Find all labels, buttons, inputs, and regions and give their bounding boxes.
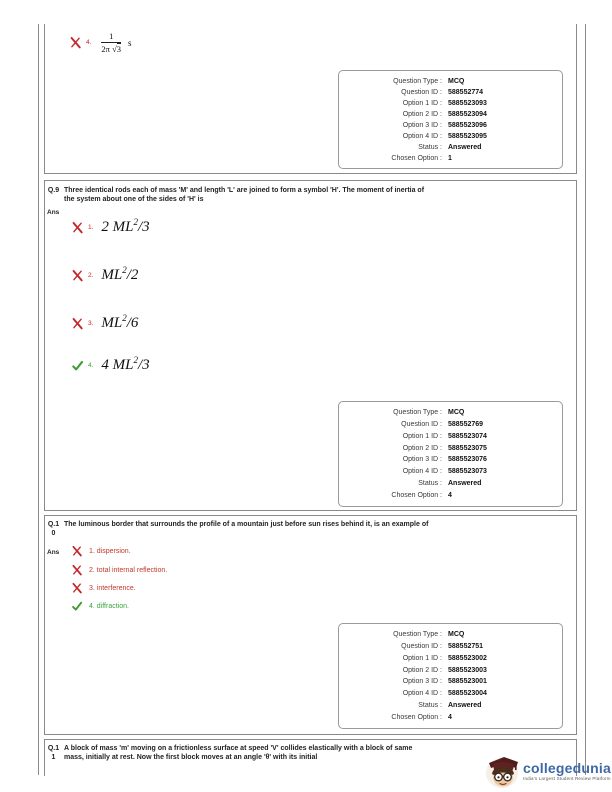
info-row	[347, 653, 554, 664]
question-number: Q.9	[47, 187, 60, 194]
info-row	[347, 98, 554, 109]
formula-unit: s	[128, 37, 132, 48]
info-label: Option 3 ID :	[402, 122, 442, 129]
question-block-q9	[44, 180, 577, 511]
answer-label: Ans	[47, 549, 60, 556]
info-label: Option 3 ID :	[402, 456, 442, 464]
collegedunia-mascot-icon	[486, 754, 520, 790]
info-value: 5885523075	[448, 444, 487, 452]
info-row	[347, 431, 554, 442]
question-text: The luminous border that surrounds the profile of a mountain just before sun rises behind it, is an example of	[64, 521, 429, 528]
option-row	[71, 267, 138, 284]
info-value: Answered	[448, 144, 482, 151]
option-text: 2. total internal reflection.	[89, 566, 168, 574]
info-row	[347, 419, 554, 430]
correct-icon	[71, 600, 83, 612]
option-text: 4. diffraction.	[89, 602, 129, 610]
question-number: Q.11	[47, 745, 60, 761]
info-row	[347, 76, 554, 87]
info-value: 588552774	[448, 89, 484, 96]
info-label: Chosen Option :	[391, 491, 442, 499]
wrong-icon	[69, 36, 82, 49]
info-value: 588552769	[448, 421, 484, 429]
info-value: 5885523073	[448, 468, 487, 476]
info-label: Status :	[418, 701, 442, 709]
formula-post: /2	[126, 267, 139, 283]
info-row	[347, 641, 554, 652]
info-value: 5885523002	[448, 654, 487, 662]
info-label: Option 2 ID :	[402, 666, 442, 674]
info-row	[347, 466, 554, 477]
info-label: Option 4 ID :	[402, 690, 442, 698]
wrong-icon	[71, 545, 83, 557]
formula-sup: 2	[133, 217, 139, 227]
question-header	[47, 744, 429, 762]
info-label: Status :	[418, 479, 442, 487]
info-value: 5885523096	[448, 122, 487, 129]
info-row	[347, 120, 554, 131]
option-number: 4.	[88, 362, 94, 369]
info-value: 5885523003	[448, 666, 487, 674]
info-value: MCQ	[448, 78, 465, 85]
info-row	[347, 142, 554, 153]
option-row	[71, 357, 150, 374]
option-formula	[101, 357, 149, 374]
fraction-numerator: 1	[101, 32, 121, 43]
radicand: 3	[116, 43, 122, 54]
option-formula	[101, 219, 149, 236]
info-label: Option 4 ID :	[402, 133, 442, 140]
formula-post: /3	[138, 357, 150, 373]
info-label: Question Type :	[393, 631, 442, 639]
option-formula	[101, 315, 138, 332]
info-label: Question ID :	[401, 421, 442, 429]
info-value: 5885523074	[448, 432, 487, 440]
option-number: 2.	[88, 272, 94, 279]
question-number: Q.10	[47, 521, 60, 537]
option-row	[69, 32, 132, 54]
info-row	[347, 665, 554, 676]
fraction-formula	[101, 32, 121, 54]
logo-wordmark: collegedunia	[523, 760, 611, 776]
question-block-q10	[44, 515, 577, 735]
option-formula	[101, 267, 138, 284]
wrong-icon	[71, 564, 83, 576]
info-row	[347, 131, 554, 142]
info-row	[347, 454, 554, 465]
option-number: 1.	[88, 224, 94, 231]
formula-post: /3	[138, 219, 150, 235]
info-value: 4	[448, 713, 452, 721]
wrong-icon	[71, 269, 84, 282]
info-value: Answered	[448, 701, 482, 709]
question-header	[47, 186, 429, 204]
info-row	[347, 109, 554, 120]
denominator-prefix: 2π √	[101, 43, 117, 54]
info-row	[347, 688, 554, 699]
question-text: Three identical rods each of mass 'M' and length 'L' are joined to form a symbol 'H'. The moment of inertia of the system about one of the sides of 'H' is	[64, 187, 425, 203]
option-row	[71, 564, 167, 576]
formula-pre: 2 ML	[101, 219, 134, 235]
collegedunia-logo	[486, 754, 611, 790]
info-label: Question Type :	[393, 409, 442, 417]
info-label: Option 2 ID :	[402, 444, 442, 452]
info-value: MCQ	[448, 631, 465, 639]
info-value: 5885523095	[448, 133, 487, 140]
info-label: Option 4 ID :	[402, 468, 442, 476]
info-label: Option 3 ID :	[402, 678, 442, 686]
info-row	[347, 407, 554, 418]
info-label: Question ID :	[401, 89, 442, 96]
wrong-icon	[71, 582, 83, 594]
info-row	[347, 629, 554, 640]
option-row	[71, 600, 129, 612]
question-info-box	[338, 70, 563, 169]
question-text: A block of mass 'm' moving on a frictionless surface at speed 'V' collides elastically with a block of same mass, initially at rest. Now the first block moves at an angle 'θ' with its initial	[64, 745, 413, 761]
fraction-denominator	[101, 43, 121, 54]
option-row	[71, 219, 150, 236]
formula-pre: ML	[101, 267, 123, 283]
formula-sup: 2	[122, 313, 127, 323]
info-value: 588552751	[448, 643, 484, 651]
info-label: Chosen Option :	[391, 713, 442, 721]
info-value: 5885523093	[448, 100, 487, 107]
info-label: Option 1 ID :	[402, 100, 442, 107]
info-row	[347, 153, 554, 164]
info-label: Option 2 ID :	[402, 111, 442, 118]
answer-label: Ans	[47, 209, 60, 216]
option-number: 3.	[88, 320, 94, 327]
question-info-box	[338, 401, 563, 507]
info-label: Option 1 ID :	[402, 432, 442, 440]
info-label: Question Type :	[393, 78, 442, 85]
option-text: 1. dispersion.	[89, 547, 131, 555]
info-value: 5885523004	[448, 690, 487, 698]
info-value: 4	[448, 491, 452, 499]
info-row	[347, 676, 554, 687]
option-number: 4.	[86, 39, 92, 47]
formula-sup: 2	[122, 265, 127, 275]
correct-icon	[71, 359, 84, 372]
option-row	[71, 315, 138, 332]
wrong-icon	[71, 221, 84, 234]
info-value: 1	[448, 155, 452, 162]
info-row	[347, 490, 554, 501]
logo-tagline: India's Largest Student Review Platform	[523, 776, 611, 781]
info-label: Option 1 ID :	[402, 654, 442, 662]
option-row	[71, 545, 131, 557]
formula-sup: 2	[133, 355, 139, 365]
info-row	[347, 700, 554, 711]
info-row	[347, 478, 554, 489]
formula-pre: 4 ML	[101, 357, 134, 373]
info-value: 5885523094	[448, 111, 487, 118]
info-label: Question ID :	[401, 643, 442, 651]
info-value: 5885523076	[448, 456, 487, 464]
formula-pre: ML	[101, 315, 123, 331]
formula-post: /6	[126, 315, 139, 331]
question-block-previous-tail	[44, 24, 577, 174]
wrong-icon	[71, 317, 84, 330]
info-value: 5885523001	[448, 678, 487, 686]
info-label: Status :	[418, 144, 442, 151]
info-row	[347, 443, 554, 454]
option-text: 3. interference.	[89, 584, 136, 592]
question-header	[47, 520, 429, 538]
info-value: MCQ	[448, 409, 465, 417]
question-info-box	[338, 623, 563, 729]
info-row	[347, 87, 554, 98]
info-label: Chosen Option :	[391, 155, 442, 162]
option-row	[71, 582, 136, 594]
info-value: Answered	[448, 479, 482, 487]
logo-text-wrap	[523, 761, 611, 781]
info-row	[347, 712, 554, 723]
